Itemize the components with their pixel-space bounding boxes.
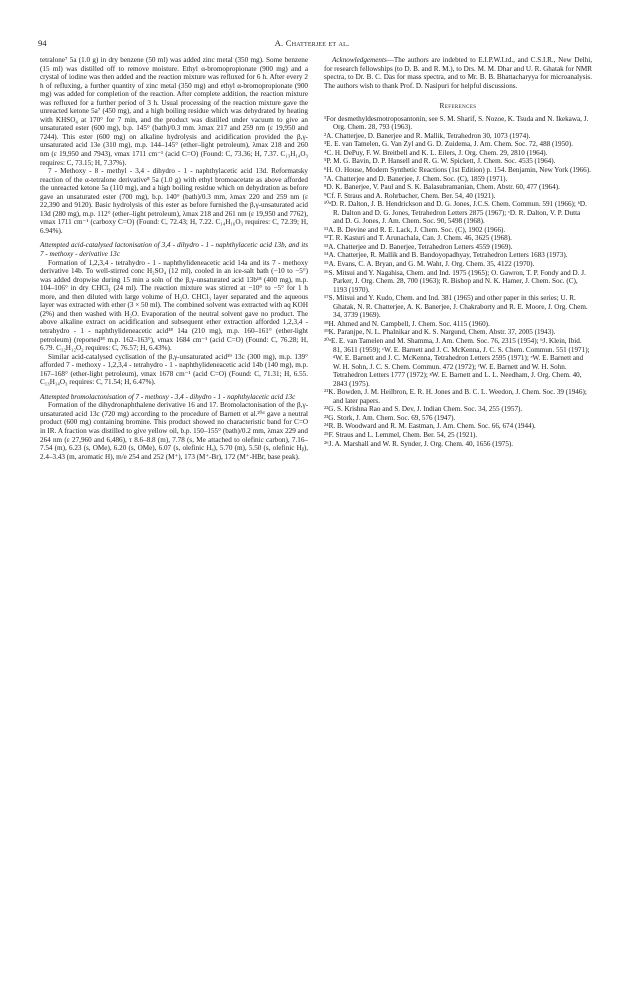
- body-paragraph: tetralone⁷ 5a (1.0 g) in dry benzene (50 ml) was added zinc metal (350 mg). Some benzene (15 ml) was distilled off to remove moisture. Ethyl α-bromopropionate (900 mg) and a crystal of iodine was then added and the reaction mixture was refluxed for 6 h. After every 2 h of refluxing, a further quantity of zinc metal (350 mg) and ethyl α-bromopropionate (900 mg) was added for completion of the reaction. After complete addition, the reaction mixture was refluxed for a further period of 3 h. Usual processing of the reaction mixture gave the unreacted ketone 5a⁷ (450 mg), and a high boiling residue which was dehydrated by heating with KHSO₄ at 170° for 7 min, and the product was distilled under vacuum to give an unsaturated ester (600 mg), b.p. 145° (bath)/0.3 mm. λmax 217 and 259 nm (ε 19,950 and 7244). This ester (600 mg) on alkaline hydrolysis and acidification provided the β,γ-unsaturated acid 13e (310 mg), m.p. 144–145° (ether–light petroleum), λmax 218 and 260 nm (ε 19,950 and 7943), νmax 1711 cm⁻¹ (acid C=O) (Found: C, 73.36; H, 7.37. C₁₃H₁₄O₃ requires: C, 73.15; H, 7.37%).: [40, 56, 308, 167]
- reference-item: ²³G. Stork, J. Am. Chem. Soc. 69, 576 (1947).: [324, 413, 456, 422]
- reference-item: ²A. Chatterjee, D. Banerjee and R. Mallik, Tetrahedron 30, 1073 (1974).: [324, 131, 531, 140]
- acknowledgements: [324, 56, 592, 90]
- reference-item: ²¹K. Bowden, J. M. Heilbron, E. R. H. Jones and B. C. L. Weedon, J. Chem. Soc. 39 (1946); and later papers.: [324, 388, 587, 405]
- body-paragraph: Similar acid-catalysed cyclisation of the β,γ-unsaturated acid¹⁹ 13c (300 mg), m.p. 139° afforded 7 - methoxy - 1,2,3,4 - tetrahydro - 1 - naphthylideneacetic acid 14b (140 mg), m.p. 167–168° (ether-light petroleum), νmax 1678 cm⁻¹ (acid C=O) (Found: C, 71.31; H, 6.55. C₁₃H₁₄O₃ requires: C, 71.54; H, 6.47%).: [40, 352, 308, 387]
- body-paragraph: Formation of 1,2,3,4 - tetrahydro - 1 - naphthylideneacetic acid 14a and its 7 - methoxy derivative 14b. To well-stirred conc H₂SO₄ (12 ml), cooled in an ice-salt bath (−10 to −5°) was added dropwise during 15 min a soln of the β,γ-unsaturated acid 13b¹⁸ (400 mg), m.p. 104–106° in dry CHCl₃ (24 ml). The reaction mixture was stirred at −10° to −5° for 1 h more, and then diluted with large volume of H₂O. CHCl₃ layer separated and the aqueous layer was extracted with ether (3 × 50 ml). The combined solvent was extracted with aq KOH (2%) and then washed with H₂O. Evaporation of the neutral solvent gave no product. The above alkaline extract on acidification and subsequent ether extraction afforded 1,2,3,4 - tetrahydro - 1 - naphthylideneacetic acid¹⁸ 14a (210 mg), m.p. 160–161° (ether-light petroleum) (reported¹⁸ m.p. 162–163°), νmax 1684 cm⁻¹ (acid C=O) (Found: C, 76.28; H, 6.79. C₁₂H₁₂O₂ requires: C, 76.57; H, 6.43%).: [40, 258, 308, 353]
- reference-item: ¹⁰ᵃD. R. Dalton, J. B. Hendrickson and D. G. Jones, J.C.S. Chem. Commun. 591 (1966); ᵇD. R. Dalton and D. G. Jones, Tetrahedron Letters 2875 (1967); ᶜD. R. Dalton, V. P. Dutta and D. G. Jones, J. Am. Chem. Soc. 90, 5498 (1968).: [324, 200, 587, 226]
- section-heading: Attempted acid-catalysed lactonisation of 3,4 - dihydro - 1 - naphthylacetic acid 13b, and its 7 - methoxy - derivative 13c: [40, 241, 308, 259]
- page-header: [38, 38, 586, 52]
- reference-item: ¹⁴A. Chatterjee, R. Mallik and B. Bandoyopadhyay, Tetrahedron Letters 1683 (1973).: [324, 251, 568, 260]
- reference-item: ¹¹A. B. Devine and R. E. Lack, J. Chem. Soc. (C), 1902 (1966).: [324, 225, 506, 234]
- reference-item: ⁴C. H. DePuy, F. W. Breitbell and K. L. Eilers, J. Org. Chem. 29, 2810 (1964).: [324, 148, 548, 157]
- reference-item: ¹⁶S. Mitsui and Y. Nagahisa, Chem. and Ind. 1975 (1965); O. Gawron, T. P. Fondy and D. J. Parker, J. Org. Chem. 28, 700 (1963); R. Bishop and N. K. Hamer, J. Chem. Soc. (C), 1193 (1970).: [324, 268, 586, 294]
- reference-item: ²²G. S. Krishna Rao and S. Dev, J. Indian Chem. Soc. 34, 255 (1957).: [324, 405, 523, 414]
- reference-item: ⁷A. Chatterjee and D. Banerjee, J. Chem. Soc. (C), 1859 (1971).: [324, 174, 508, 183]
- reference-item: ¹For desmethyldesmotroposantonin, see S. M. Sharif, S. Nozoe, K. Tsuda and N. Ikekawa, J. Org. Chem. 28, 793 (1963).: [324, 114, 589, 132]
- acknowledgements-heading: Acknowledgements: [332, 56, 387, 64]
- reference-item: ¹³A. Chatterjee and D. Banerjee, Tetrahedron Letters 4559 (1969).: [324, 242, 513, 251]
- section-heading: Attempted bromolactonisation of 7 - methoxy - 3,4 - dihydro - 1 - naphthylacetic acid 13c: [40, 392, 296, 401]
- references-list: [324, 115, 592, 448]
- body-paragraph: 7 - Methoxy - 8 - methyl - 3,4 - dihydro - 1 - naphthylacetic acid 13d. Reformatsky reaction of the α-tetralone derivative⁸ 5a (1.0 g) with ethyl bromoacetate as above afforded the unreacted ketone 5a (110 mg), and a high boiling residue which on dehydration as before gave an unsaturated ester (700 mg), b.p. 140° (bath)/0.3 mm, λmax 220 and 259 nm (ε 22,390 and 9120). Basic hydrolysis of this ester as before furnished the β,γ-unsaturated acid 13d (280 mg), m.p. 112° (ether–light petroleum), λmax 218 and 261 nm (ε 19,950 and 7762), νmax 1711 cm⁻¹ (carboxy C=O) (Found: C, 72.43; H, 7.22. C₁₄H₁₆O₃ requires: C, 72.39; H, 6.94%).: [40, 167, 308, 235]
- page-number: 94: [38, 38, 47, 48]
- reference-item: ³E. E. van Tamelen, G. Van Zyl and G. D. Zuidema, J. Am. Chem. Soc. 72, 488 (1950).: [324, 140, 573, 149]
- reference-item: ²⁰ᵃE. E. van Tamelen and M. Shamma, J. Am. Chem. Soc. 76, 2315 (1954); ᵇJ. Klein, Ibid. 81, 3611 (1959); ᶜW. E. Barnett and J. C. McKenna, J. C. S. Chem. Commun. 551 (1971); ᵈW. E. Barnett and J. C. McKenna, Tetrahedron Letters 2595 (1971); ᵉW. E. Barnett and W. H. Sohn, J. C. S. Chem. Commun. 472 (1972); ᶠW. E. Barnett and W. H. Sohn. Tetrahedron Letters 1777 (1972); ᵍW. E. Barnett and L. L. Needham, J. Org. Chem. 40, 2843 (1975).: [324, 336, 590, 388]
- left-column: [40, 56, 308, 461]
- reference-item: ¹⁵A. Evans, C. A. Bryan, and G. M. Waht, J. Org. Chem. 35, 4122 (1970).: [324, 260, 535, 269]
- reference-item: ⁹Cf. F. Straus and A. Rohrbacher, Chem. Ber. 54, 40 (1921).: [324, 191, 496, 200]
- reference-item: ¹⁷S. Mitsui and Y. Kudo, Chem. and Ind. 381 (1965) and other paper in this series; U. R. Ghatak, N. R. Chatterjee, A. K. Banerjee, J. Chakraborty and R. E. Moore, J. Org. Chem. 34, 3739 (1969).: [324, 294, 588, 320]
- reference-item: ⁵P. M. G. Bavin, D. P. Hansell and R. G. W. Spickett, J. Chem. Soc. 4535 (1964).: [324, 157, 556, 166]
- reference-item: ¹⁸H. Ahmed and N. Campbell, J. Chem. Soc. 4115 (1960).: [324, 319, 490, 328]
- reference-item: ¹⁹K. Paranjpe, N. L. Phalnikar and K. S. Nargund, Chem. Abstr. 37, 2005 (1943).: [324, 328, 556, 337]
- reference-item: ⁸D. K. Banerjee, V. Paul and S. K. Balasubramanian, Chem. Abstr. 60, 477 (1964).: [324, 183, 560, 192]
- references-heading: References: [439, 101, 477, 111]
- reference-item: ²⁶J. A. Marshall and W. R. Synder, J. Org. Chem. 40, 1656 (1975).: [324, 439, 514, 448]
- reference-item: ²⁴R. B. Woodward and R. M. Eastman, J. Am. Chem. Soc. 66, 674 (1944).: [324, 422, 536, 431]
- reference-item: ²⁵F. Straus and L. Lemmel, Chem. Ber. 54, 25 (1921).: [324, 430, 478, 439]
- reference-item: ⁶H. O. House, Modern Synthetic Reactions (1st Edition) p. 154. Benjamin, New York (1966).: [324, 166, 591, 175]
- acknowledgements-text: —The authors are indebted to E.I.P.W.Ltd., and C.S.I.R., New Delhi, for research fellowships (to D. B. and R. M.), to Drs. M. M. Dhar and U. R. Ghatak for NMR spectra, to Dr. B. C. Das for mass spectra, and to Mr. B. B. Bhattacharyya for microanalysis. The authors wish to thank Prof. D. Nasipuri for helpful discussions.: [324, 56, 592, 90]
- running-title: A. Chatterjee et al.: [274, 38, 350, 48]
- right-column: [324, 56, 592, 448]
- reference-item: ¹²T. R. Kasturi and T. Arunachala, Can. J. Chem. 46, 3625 (1968).: [324, 234, 512, 243]
- body-paragraph: Formation of the dihydronaphthalene derivative 16 and 17. Bromolactonisation of the β,γ-unsaturated acid 13c (720 mg) according to the procedure of Barnett et al.²⁰ᵈ gave a neutral product (600 mg) containing bromine. This product showed no characteristic band for C=O in IR. A fraction was distilled to give yellow oil, b.p. 150–155° (bath)/0.2 mm, λmax 229 and 264 nm (ε 27,960 and 6,486), τ 8.6–8.8 (m), 7.78 (s, Me attached to olefinic carbon), 7.16–7.54 (m), 6.23 (s, OMe), 6.20 (s, OMe), 6.07 (s, olefinic Hₐ), 5.70 (m), 5.50 (s, olefinic Hᵦ), 2.4–3.43 (m, aromatic H), m/e 254 and 252 (M⁺), 173 (M⁺-Br), 172 (M⁺-HBr, base peak).: [40, 401, 308, 461]
